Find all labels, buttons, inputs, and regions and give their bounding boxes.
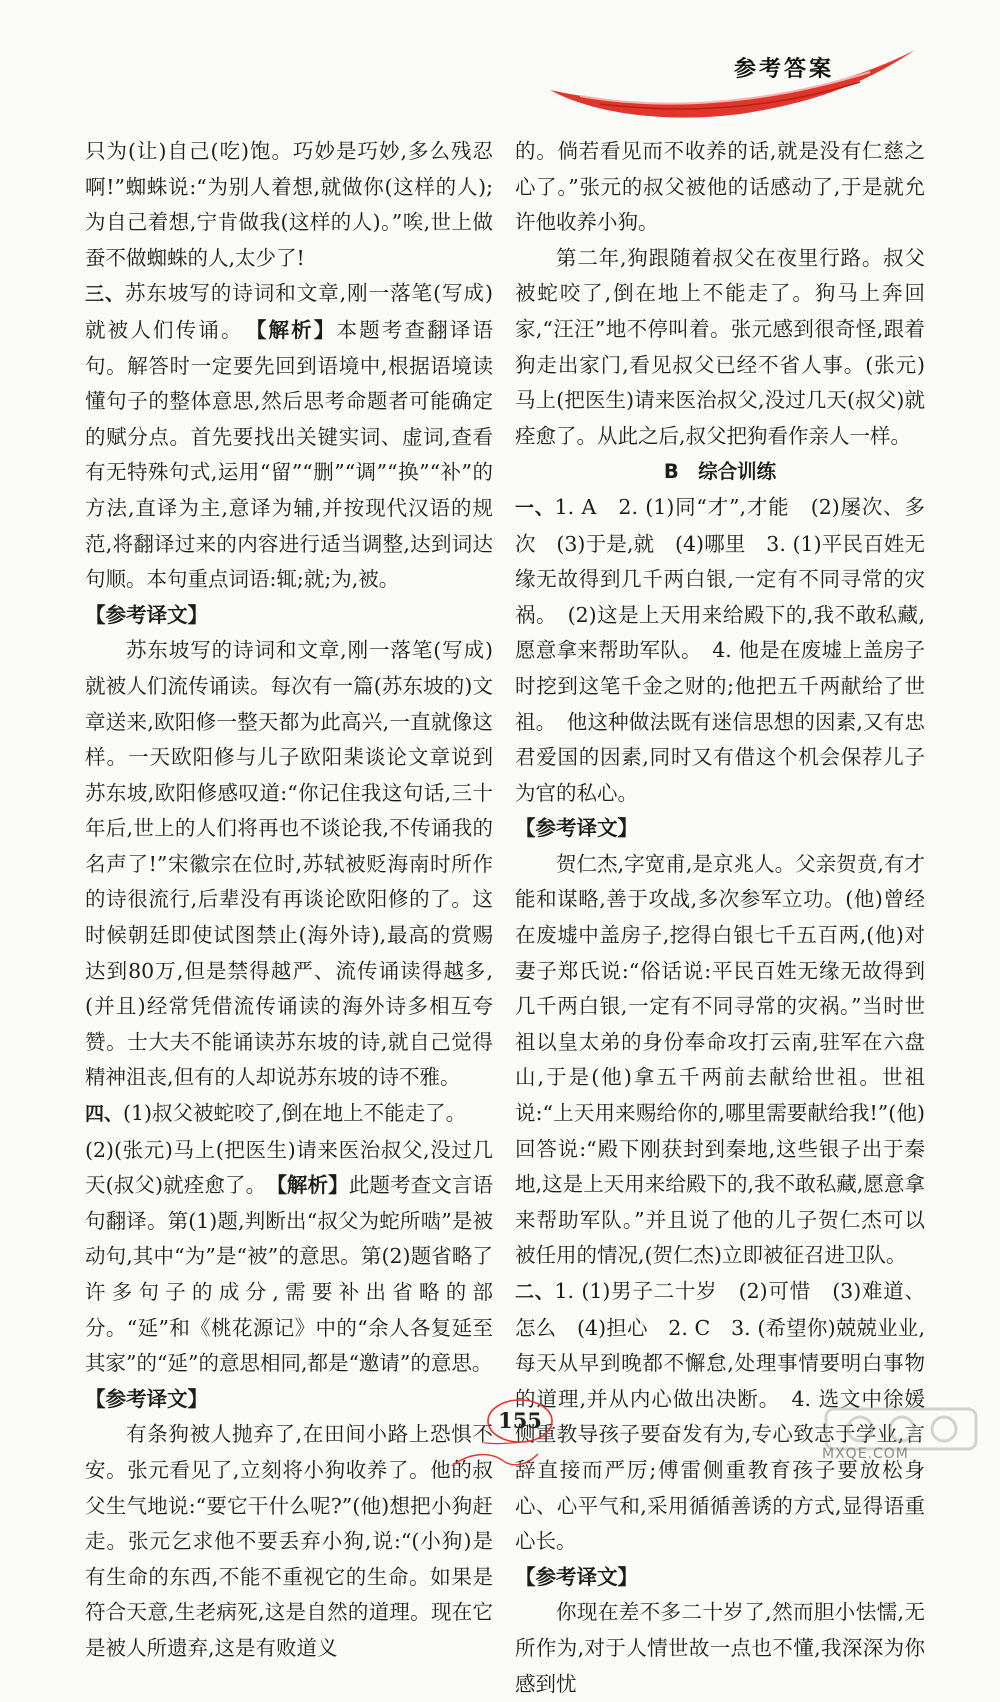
answer-item: 二、1. (1)男子二十岁 (2)可惜 (3)难道、怎么 (4)担心 2. C 3. (希望你)兢兢业业,每天从早到晚都不懈怠,处理事情要明白事物的道理,并从内心做出决断。 4. 选文中徐媛侧重教导孩子要奋发有为,专心致志于学业,言辞直接而严厉;傅雷侧重教育孩子要放松身心、心平气和,采用循循善诱的方式,显得语重心长。 [515,1279,925,1554]
watermark-logo [820,1405,990,1473]
answer-item: 一、1. A 2. (1)同“才”,才能 (2)屡次、多次 (3)于是,就 (4)哪里 3. (1)平民百姓无缘无故得到几千两白银,一定有不同寻常的灾祸。 (2)这是上天用来给殿下的,我不敢私藏,愿意拿来帮助军队。 4. 他是在废墟上盖房子时挖到这笔千金之财的;他把五千两献给了世祖。 他这种做法既有迷信思想的因素,又有忠君爱国的因素,同时又有借这个机会保荐儿子为官的私心。 [515,494,925,805]
reference-translation-heading: 【参考译文】 [515,816,638,841]
paragraph: 的。倘若看见而不收养的话,就是没有仁慈之心了。”张元的叔父被他的话感动了,于是就允许他收养小狗。 [515,139,925,235]
header-title: 参考答案 [734,57,835,82]
reference-translation-heading: 【参考译文】 [85,1386,208,1411]
analysis-tag: 【解析】 [256,317,337,342]
section-title: B 综合训练 [663,460,777,484]
left-column [85,134,493,1667]
answer-item: 三、苏东坡写的诗词和文章,刚一落笔(写成)就被人们传诵。 【解析】本题考查翻译语句。解答时一定要先回到语境中,根据语境读懂句子的整体意思,然后思考命题者可能确定的赋分点。首先要找出关键实词、虚词,查看有无特殊句式,运用“留”“删”“调”“换”“补”的方法,直译为主,意译为辅,并按现代汉语的规范,将翻译过来的内容进行适当调整,达到词达句顺。本句重点词语:辄;就;为,被。 [85,281,494,592]
paragraph: 贺仁杰,字宽甫,是京兆人。父亲贺贲,有才能和谋略,善于攻战,多次参军立功。(他)曾经在废墟中盖房子,挖得白银七千五百两,(他)对妻子郑氏说:“俗话说:平民百姓无缘无故得到几千两白银,一定有不同寻常的灾祸。”当时世祖以皇太弟的身份奉命攻打云南,驻军在六盘山,于是(他)拿五千两前去献给世祖。世祖说:“上天用来赐给你的,哪里需要献给我!”(他)回答说:“殿下刚获封到秦地,这些银子出于秦地,这是上天用来给殿下的,我不敢私藏,愿意拿来帮助军队。”并且说了他的儿子贺仁杰可以被任用的情况,(贺仁杰)立即被征召进卫队。 [515,851,925,1268]
footer-swirl-ornament [450,1448,540,1472]
paragraph: 第二年,狗跟随着叔父在夜里行路。叔父被蛇咬了,倒在地上不能走了。狗马上奔回家,“汪汪”地不停叫着。张元感到很奇怪,跟着狗走出家门,看见叔父已经不省人事。(张元)马上(把医生)请来医治叔父,没过几天(叔父)就痊愈了。从此之后,叔父把狗看作亲人一样。 [515,245,925,448]
header-brush-banner [540,40,920,120]
paragraph: 只为(让)自己(吃)饱。巧妙是巧妙,多么残忍啊!”蜘蛛说:“为别人着想,就做你(这样的人);为自己着想,宁肯做我(这样的人)。”唉,世上做蚕不做蜘蛛的人,太少了! [85,139,493,270]
paragraph: 你现在差不多二十岁了,然而胆小怯懦,无所作为,对于人情世故一点也不懂,我深深为你感到忧 [515,1600,925,1696]
answer-item: 四、(1)叔父被蛇咬了,倒在地上不能走了。 [85,1101,467,1126]
reference-translation-heading: 【参考译文】 [515,1564,638,1589]
watermark-url: MXQE.COM [822,1446,909,1462]
paragraph: 有条狗被人抛弃了,在田间小路上恐惧不安。张元看见了,立刻将小狗收养了。他的叔父生气地说:“要它干什么呢?”(他)想把小狗赶走。张元乞求他不要丢弃小狗,说:“(小狗)是有生命的东西,不能不重视它的生命。如果是符合天意,生老病死,这是自然的道理。现在它是被人所遗弃,这是有败道义 [85,1422,493,1660]
reference-translation-heading: 【参考译文】 [85,602,208,627]
paragraph: 苏东坡写的诗词和文章,刚一落笔(写成)就被人们流传诵读。每次有一篇(苏东坡的)文章送来,欧阳修一整天都为此高兴,一直就像这样。一天欧阳修与儿子欧阳棐谈论文章说到苏东坡,欧阳修感叹道:“你记住我这句话,三十年后,世上的人们将再也不谈论我,不传诵我的名声了!”宋徽宗在位时,苏轼被贬海南时所作的诗很流行,后辈没有再谈论欧阳修的了。这时候朝廷即使试图禁止(海外诗),最高的赏赐达到80万,但是禁得越严、流传诵读得越多,(并且)经常凭借流传诵读的海外诗多相互夸赞。士大夫不能诵读苏东坡的诗,就自己觉得精神沮丧,但有的人却说苏东坡的诗不雅。 [85,638,493,1090]
page-number: 155 [498,1408,542,1433]
analysis-tag: 【解析】 [276,1173,349,1198]
answer-item: (2)(张元)马上(把医生)请来医治叔父,没过几天(叔父)就痊愈了。 【解析】此题考查文言语句翻译。第(1)题,判断出“叔父为蛇所啮”是被动句,其中“为”是“被”的意思。第(2)题省略了许多句子的成分,需要补出省略的部分。“延”和《桃花源记》中的“余人各复延至其家”的“延”的意思相同,都是“邀请”的意思。 [85,1137,494,1376]
